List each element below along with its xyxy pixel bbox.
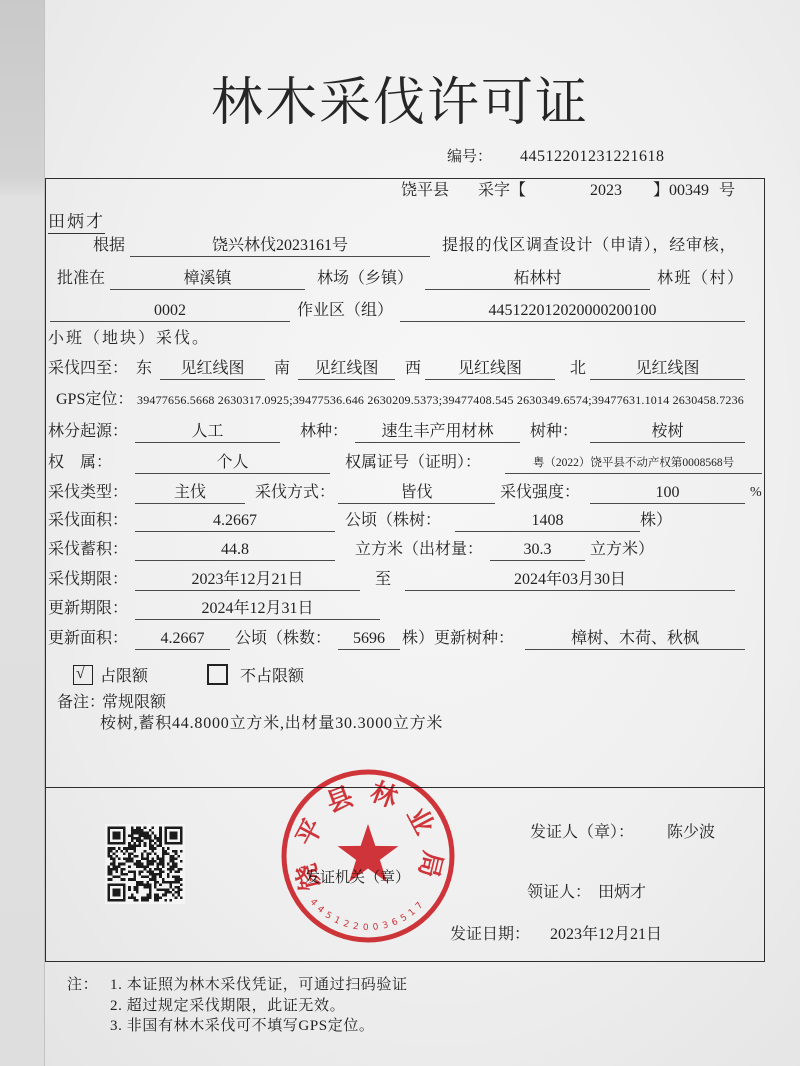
ownership-field: 个人 [135,452,330,474]
permit-prefix: 采字【 [478,182,527,199]
logging-area-label: 采伐面积： [48,512,129,529]
renewal-count-unit: 株）更新树种： [402,630,515,647]
logging-period-label: 采伐期限： [48,571,129,588]
period-to-label: 至 [375,571,392,588]
species-label: 树种： [530,423,579,440]
north-field: 见红线图 [590,358,745,380]
remarks-value: 常规限额 [102,694,167,711]
notes-label: 注： [67,977,99,993]
note-item: 2. 超过规定采伐期限，此证无效。 [110,998,346,1014]
town-label: 林场（乡镇） [317,270,414,287]
permit-county: 饶平县 [401,182,450,199]
plot-label: 小班（地块）采伐。 [48,330,211,347]
remarks-label: 备注： [57,694,106,711]
seal-code-text: 4451220036517 [307,897,429,934]
team-label: 作业区（组） [297,302,394,319]
logging-intensity-unit: % [750,485,762,500]
verification-qr-code [105,824,185,904]
renewal-deadline-label: 更新期限： [48,600,129,617]
remarks-detail: 桉树,蓄积44.8000立方米,出材量30.3000立方米 [100,715,444,732]
basis-text: 提报的伐区调查设计（申请），经审核， [442,237,737,254]
origin-field: 人工 [135,421,280,443]
logging-volume-unit: 立方米（出材量： [355,541,484,558]
logging-volume-field: 44.8 [135,539,335,561]
page-edge-shadow [0,0,45,1066]
logging-area-unit: 公顷（株树： [345,512,442,529]
serial-label: 编号： [447,149,493,165]
logging-method-label: 采伐方式： [255,484,336,501]
east-field: 见红线图 [160,358,265,380]
renewal-area-field: 4.2667 [135,628,230,650]
approve-label: 批准在 [57,270,106,287]
south-label: 南 [274,360,291,377]
forest-type-field: 速生丰产用材林 [355,421,520,443]
tree-count-unit: 株） [640,512,673,529]
north-label: 北 [570,360,587,377]
basis-document-field: 饶兴林伐2023161号 [130,235,430,257]
note-item: 1. 本证照为林木采伐凭证，可通过扫码验证 [110,977,408,993]
west-field: 见红线图 [425,358,555,380]
logging-type-label: 采伐类型： [48,484,129,501]
period-start-field: 2023年12月21日 [135,569,360,591]
village-field: 柘林村 [425,268,650,290]
west-label: 西 [405,360,422,377]
boundaries-label: 采伐四至： [48,360,129,377]
species-field: 桉树 [590,421,745,443]
quota-checkbox-checked [73,665,93,685]
seal-star-icon [338,824,399,882]
tree-count-field: 1408 [455,510,640,532]
team-field: 0002 [50,300,290,322]
quota-option-label: 占限额 [100,668,149,685]
holder-name: 田炳才 [48,211,105,234]
document-title: 林木采伐许可证 [210,75,589,132]
issuer-label: 发证人（章）： [530,824,635,841]
east-label: 东 [136,360,153,377]
ownership-cert-field: 粤（2022）饶平县不动产权第0008568号 [505,452,762,474]
plot-field: 445122012020000200100 [400,300,745,322]
serial-number: 44512201231221618 [520,148,665,165]
quota-option-label: 不占限额 [240,668,305,685]
ownership-label: 权 属： [48,454,113,471]
renewal-area-unit: 公顷（株数： [235,630,332,647]
renewal-species-field: 樟树、木荷、秋枫 [525,628,745,650]
town-field: 樟溪镇 [110,268,305,290]
quota-checkbox-unchecked [207,664,228,685]
logging-type-field: 主伐 [135,482,245,504]
receiver-label: 领证人： [527,884,592,901]
issue-date-value: 2023年12月21日 [550,926,663,943]
timber-unit: 立方米） [590,541,655,558]
logging-volume-label: 采伐蓄积： [48,541,129,558]
permit-year: 2023 [590,182,622,199]
period-end-field: 2024年03月30日 [405,569,735,591]
gps-value: 39477656.5668 2630317.0925;39477536.646 2630209.5373;39477408.545 2630349.6574;39477631.1014 2630458.7236 [137,393,745,407]
timber-field: 30.3 [490,539,585,561]
authority-label: 发证机关（章） [305,870,411,886]
check-mark-icon: √ [76,665,85,682]
note-item: 3. 非国有林木采伐可不填写GPS定位。 [110,1018,375,1034]
permit-unit: 号 [719,182,736,199]
logging-method-field: 皆伐 [338,482,495,504]
issue-date-label: 发证日期： [450,926,531,943]
logging-intensity-label: 采伐强度： [500,484,581,501]
seal-name-text: 饶平县林业局 [288,777,448,894]
logging-intensity-field: 100 [590,482,745,504]
renewal-area-label: 更新面积： [48,630,129,647]
issuer-name: 陈少波 [667,824,716,841]
receiver-name: 田炳才 [598,884,647,901]
origin-label: 林分起源： [48,423,129,440]
renewal-deadline-field: 2024年12月31日 [135,598,380,620]
south-field: 见红线图 [298,358,395,380]
ownership-cert-label: 权属证号（证明）： [345,454,482,471]
renewal-count-field: 5696 [338,628,400,650]
gps-label: GPS定位： [56,391,134,408]
permit-number: 】00349 [653,182,710,199]
forest-type-label: 林种： [300,423,349,440]
logging-area-field: 4.2667 [135,510,335,532]
village-label: 林班（村） [657,270,745,287]
issuing-authority-seal [278,766,458,946]
basis-label: 根据 [93,237,126,254]
